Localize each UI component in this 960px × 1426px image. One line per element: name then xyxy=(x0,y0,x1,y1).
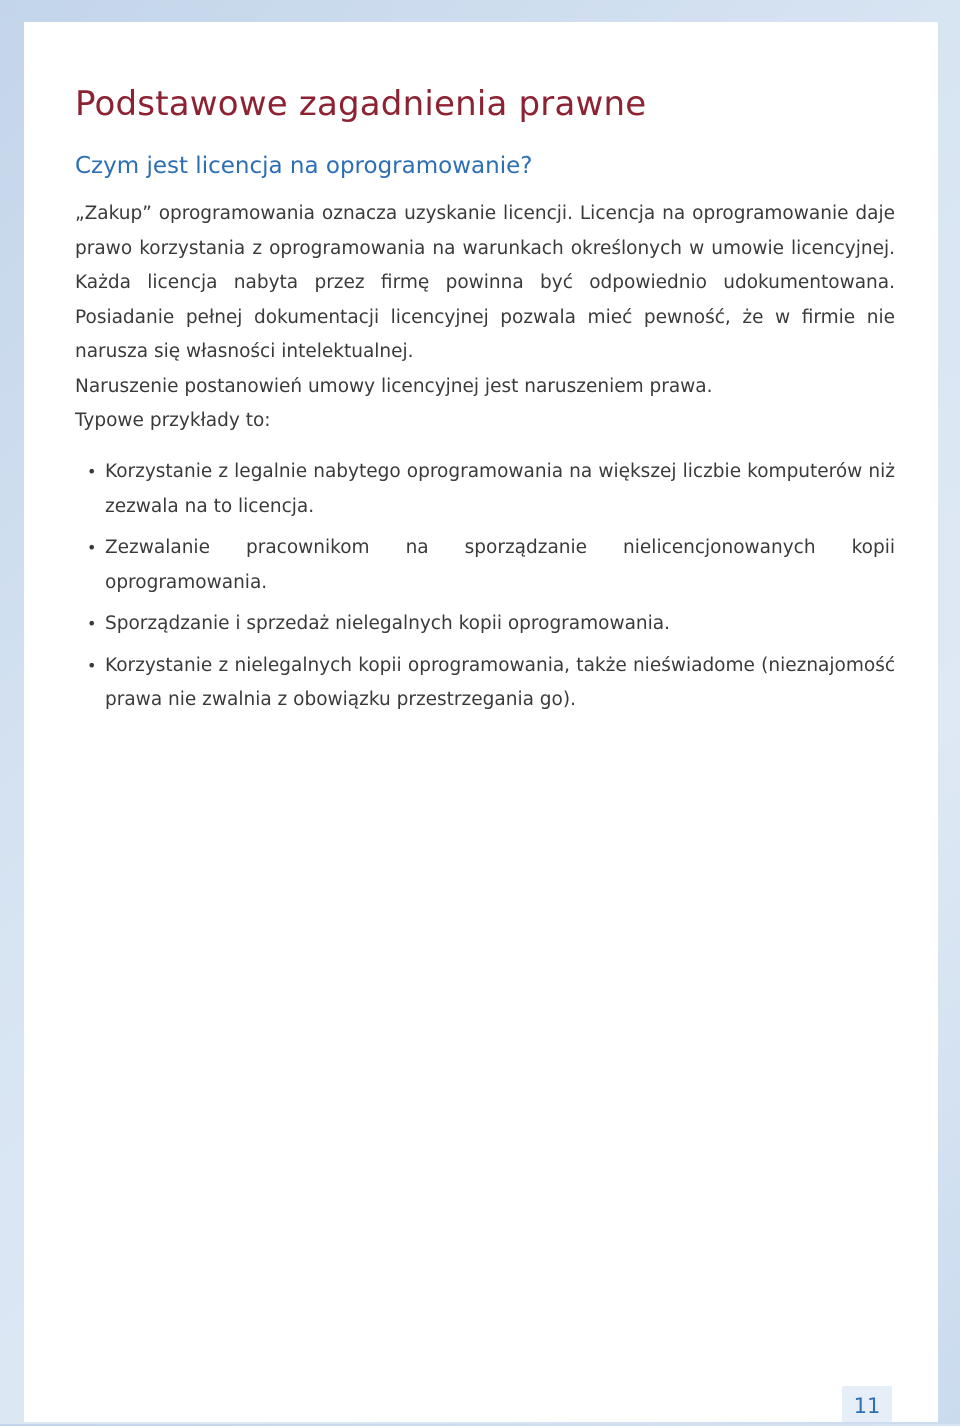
list-item xyxy=(75,455,895,524)
paragraph-violation: Naruszenie postanowień umowy licencyjnej jest naruszeniem prawa. xyxy=(75,375,713,397)
bullet-icon: • xyxy=(87,614,97,633)
body-text xyxy=(75,197,895,439)
list-item xyxy=(75,607,895,642)
list-item-text: Sporządzanie i sprzedaż nielegalnych kopii oprogramowania. xyxy=(105,613,671,634)
bullet-icon: • xyxy=(87,655,97,675)
list-item-text: Korzystanie z nielegalnych kopii oprogramowania, także nieświadome (nieznajomość prawa nie zwalnia z obowiązku przestrzegania go). xyxy=(105,654,895,710)
document-page xyxy=(24,22,938,1422)
list-item-text: Zezwalanie pracownikom na sporządzanie nielicencjonowanych kopii oprogramowania. xyxy=(105,537,895,593)
list-item xyxy=(75,531,895,600)
list-item-text: Korzystanie z legalnie nabytego oprogramowania na większej liczbie komputerów niż zezwala na to licencja. xyxy=(105,461,895,517)
page-title: Podstawowe zagadnienia prawne xyxy=(75,84,647,124)
section-heading: Czym jest licencja na oprogramowanie? xyxy=(75,153,533,179)
bullet-icon: • xyxy=(87,538,97,557)
page-number: 11 xyxy=(842,1386,892,1422)
bullet-icon: • xyxy=(87,462,97,481)
examples-list xyxy=(75,455,895,725)
paragraph-intro: „Zakup” oprogramowania oznacza uzyskanie licencji. Licencja na oprogramowanie daje prawo korzystania z oprogramowania na warunkach określonych w umowie licencyjnej. Każda licencja nabyta przez firmę powinna być odpowiednio udokumentowana. Posiadanie pełnej dokumentacji licencyjnej pozwala mieć pewność, że w firmie nie narusza się własności intelektualnej. xyxy=(75,203,895,362)
paragraph-examples-lead: Typowe przykłady to: xyxy=(75,410,271,431)
list-item xyxy=(75,649,895,718)
